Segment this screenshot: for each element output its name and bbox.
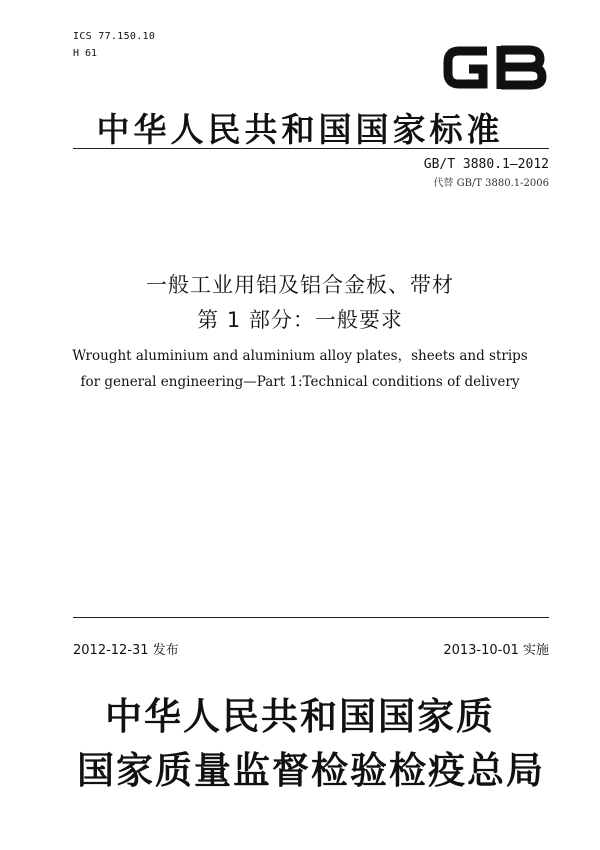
standard-number: GB/T 3880.1—2012 [423,157,549,172]
issuer-partial-text: 国家质量监督检验检疫总局 [77,749,545,792]
title-english-line1: Wrought aluminium and aluminium alloy plates，sheets and strips [72,348,528,364]
replaces-note: 代替 GB/T 3880.1-2006 [433,178,549,189]
publish-date: 2012-12-31 发布 [73,643,179,658]
ics-code: ICS 77.150.10 [73,31,156,42]
header-divider [73,148,549,149]
date-divider [73,617,549,618]
title-chinese-line2: 第 1 部分：一般要求 [197,308,403,332]
implement-date: 2013-10-01 实施 [443,643,549,658]
ccs-code: H 61 [73,48,98,59]
issuer-partial-line [73,738,549,792]
issuer-name: 中华人民共和国国家质 [105,695,495,738]
standard-type-title: 中华人民共和国国家标准 [96,110,504,149]
title-chinese-line1: 一般工业用铝及铝合金板、带材 [146,273,454,297]
title-english-line2: for general engineering—Part 1:Technical conditions of delivery [80,374,520,390]
gb-logo-icon [441,39,549,96]
